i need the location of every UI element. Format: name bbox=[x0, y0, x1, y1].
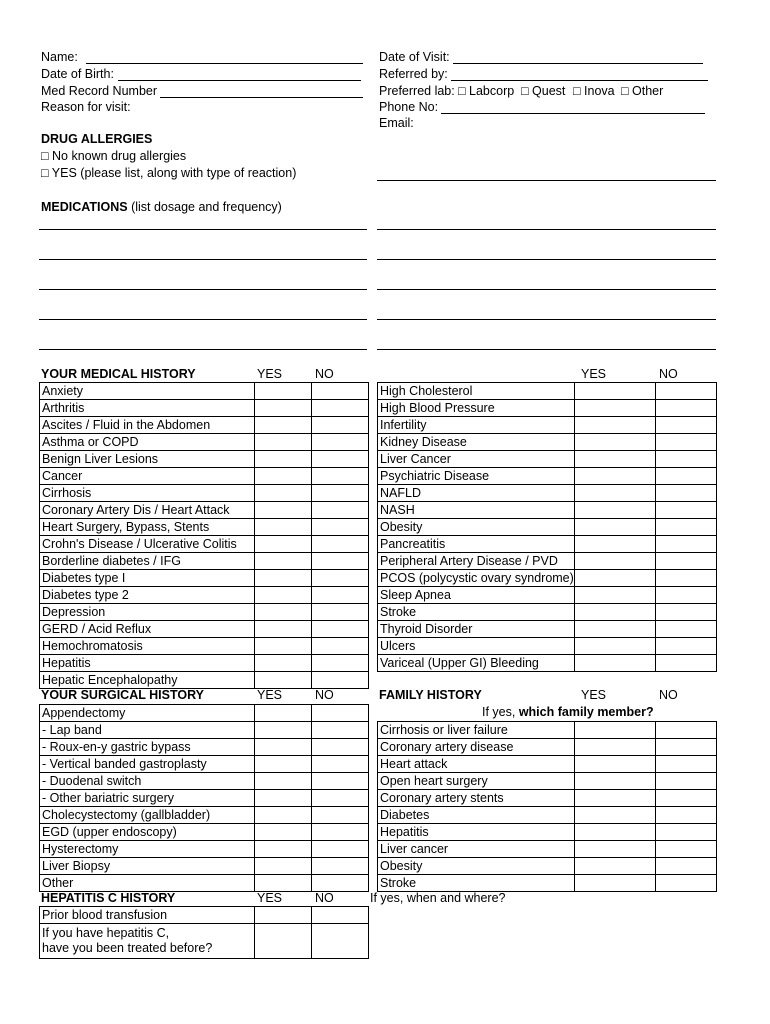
family-history-heading: FAMILY HISTORY bbox=[379, 688, 482, 702]
medical-condition-row-label: Hemochromatosis bbox=[40, 638, 255, 655]
email-label: Email: bbox=[379, 116, 414, 130]
surgical-history-table bbox=[39, 704, 369, 892]
surgery-row bbox=[40, 824, 369, 841]
family-condition-row-label: Hepatitis bbox=[378, 824, 575, 841]
medical-condition-row-label: Coronary Artery Dis / Heart Attack bbox=[40, 502, 255, 519]
medical-condition-row bbox=[378, 536, 717, 553]
yes-allergies-checkbox[interactable]: □ YES (please list, along with type of reaction) bbox=[41, 166, 297, 180]
surgery-row-yes-box[interactable] bbox=[255, 739, 312, 756]
referred-label: Referred by: bbox=[379, 67, 448, 81]
phone-field[interactable] bbox=[441, 113, 705, 114]
lab-option-other[interactable]: □ Other bbox=[621, 84, 664, 98]
medical-condition-row-label: Borderline diabetes / IFG bbox=[40, 553, 255, 570]
medical-condition-row-no-box[interactable] bbox=[656, 468, 717, 485]
medical-condition-row bbox=[40, 417, 369, 434]
medical-condition-row-yes-box[interactable] bbox=[575, 468, 656, 485]
medical-condition-row-no-box[interactable] bbox=[312, 519, 369, 536]
medical-condition-row-no-box[interactable] bbox=[656, 604, 717, 621]
medical-condition-row-no-box[interactable] bbox=[312, 638, 369, 655]
family-condition-row-yes-box[interactable] bbox=[575, 807, 656, 824]
family-condition-row-label: Obesity bbox=[378, 858, 575, 875]
surgery-row-no-box[interactable] bbox=[312, 756, 369, 773]
medical-condition-row-yes-box[interactable] bbox=[575, 553, 656, 570]
medical-condition-row bbox=[378, 638, 717, 655]
family-member-note-plain: If yes, bbox=[482, 705, 519, 719]
surgery-row-yes-box[interactable] bbox=[255, 807, 312, 824]
surgery-row-label: - Duodenal switch bbox=[40, 773, 255, 790]
medical-condition-row bbox=[378, 383, 717, 400]
medical-condition-row-yes-box[interactable] bbox=[575, 536, 656, 553]
family-condition-row-no-box[interactable] bbox=[656, 773, 717, 790]
medical-condition-row-label: Hepatitis bbox=[40, 655, 255, 672]
surgery-row-no-box[interactable] bbox=[312, 841, 369, 858]
medical-condition-row-yes-box[interactable] bbox=[575, 655, 656, 672]
surgery-row bbox=[40, 773, 369, 790]
medical-history-heading: YOUR MEDICAL HISTORY bbox=[41, 367, 196, 381]
treated-label-line1: If you have hepatitis C, bbox=[42, 926, 170, 940]
mrn-label: Med Record Number bbox=[41, 84, 158, 98]
medical-condition-row bbox=[40, 553, 369, 570]
medical-condition-row bbox=[40, 672, 369, 689]
medical-condition-row-yes-box[interactable] bbox=[575, 604, 656, 621]
lab-option-inova[interactable]: □ Inova bbox=[573, 84, 615, 98]
medical-condition-row-yes-box[interactable] bbox=[575, 417, 656, 434]
medical-condition-row-yes-box[interactable] bbox=[255, 621, 312, 638]
surgery-row-yes-box[interactable] bbox=[255, 841, 312, 858]
medical-condition-row bbox=[40, 502, 369, 519]
lab-option-quest[interactable]: □ Quest bbox=[521, 84, 566, 98]
surgery-row-yes-box[interactable] bbox=[255, 756, 312, 773]
visit-date-field[interactable] bbox=[453, 63, 703, 64]
medical-condition-row-label: Arthritis bbox=[40, 400, 255, 417]
lab-label: Preferred lab: bbox=[379, 84, 455, 98]
medical-condition-row-yes-box[interactable] bbox=[255, 672, 312, 689]
medication-line[interactable] bbox=[377, 349, 716, 350]
surgical-history-no-header: NO bbox=[315, 688, 334, 702]
medical-condition-row-label: NASH bbox=[378, 502, 575, 519]
medical-condition-row bbox=[40, 638, 369, 655]
medical-condition-row-label: Kidney Disease bbox=[378, 434, 575, 451]
hepatitis-c-table bbox=[39, 906, 369, 959]
medication-line[interactable] bbox=[39, 349, 367, 350]
medical-condition-row-label: Sleep Apnea bbox=[378, 587, 575, 604]
family-condition-row-no-box[interactable] bbox=[656, 790, 717, 807]
medical-condition-row bbox=[378, 519, 717, 536]
surgery-row-yes-box[interactable] bbox=[255, 705, 312, 722]
referred-field[interactable] bbox=[451, 80, 708, 81]
medical-condition-row-yes-box[interactable] bbox=[575, 570, 656, 587]
medical-condition-row-label: Hepatic Encephalopathy bbox=[40, 672, 255, 689]
medical-condition-row-label: NAFLD bbox=[378, 485, 575, 502]
treated-label-line2: have you been treated before? bbox=[42, 941, 213, 955]
family-condition-row-label: Cirrhosis or liver failure bbox=[378, 722, 575, 739]
family-condition-row bbox=[378, 807, 717, 824]
family-condition-row-label: Coronary artery stents bbox=[378, 790, 575, 807]
medical-condition-row bbox=[40, 468, 369, 485]
medical-condition-row-label: High Blood Pressure bbox=[378, 400, 575, 417]
family-condition-row-yes-box[interactable] bbox=[575, 756, 656, 773]
surgery-row bbox=[40, 705, 369, 722]
medical-condition-row-yes-box[interactable] bbox=[255, 587, 312, 604]
medical-condition-row-label: Liver Cancer bbox=[378, 451, 575, 468]
medical-condition-row-no-box[interactable] bbox=[312, 468, 369, 485]
surgical-history-heading: YOUR SURGICAL HISTORY bbox=[41, 688, 204, 702]
family-condition-row-yes-box[interactable] bbox=[575, 773, 656, 790]
surgery-row-label: - Roux-en-y gastric bypass bbox=[40, 739, 255, 756]
hepatitis-c-yes-header: YES bbox=[257, 891, 283, 905]
name-label: Name: bbox=[41, 50, 78, 64]
family-condition-row-no-box[interactable] bbox=[656, 841, 717, 858]
family-condition-row-label: Coronary artery disease bbox=[378, 739, 575, 756]
medical-condition-row-yes-box[interactable] bbox=[255, 400, 312, 417]
surgery-row bbox=[40, 739, 369, 756]
medical-condition-row bbox=[40, 604, 369, 621]
medical-condition-row-label: Asthma or COPD bbox=[40, 434, 255, 451]
family-condition-row bbox=[378, 841, 717, 858]
family-condition-row-yes-box[interactable] bbox=[575, 790, 656, 807]
medical-condition-row bbox=[40, 434, 369, 451]
surgery-row-no-box[interactable] bbox=[312, 705, 369, 722]
family-condition-row-label: Liver cancer bbox=[378, 841, 575, 858]
medical-condition-row-label: Pancreatitis bbox=[378, 536, 575, 553]
surgery-row bbox=[40, 875, 369, 892]
surgery-row-yes-box[interactable] bbox=[255, 875, 312, 892]
medical-condition-row-yes-box[interactable] bbox=[575, 400, 656, 417]
medical-condition-row-yes-box[interactable] bbox=[255, 417, 312, 434]
family-condition-row-label: Heart attack bbox=[378, 756, 575, 773]
surgery-row bbox=[40, 841, 369, 858]
medications-heading bbox=[41, 200, 282, 215]
medical-condition-row bbox=[378, 502, 717, 519]
medication-line[interactable] bbox=[377, 319, 716, 320]
surgery-row bbox=[40, 807, 369, 824]
medical-condition-row bbox=[378, 553, 717, 570]
medical-condition-row bbox=[378, 570, 717, 587]
family-condition-row bbox=[378, 773, 717, 790]
family-condition-row-label: Diabetes bbox=[378, 807, 575, 824]
surgery-row-yes-box[interactable] bbox=[255, 773, 312, 790]
surgery-row-no-box[interactable] bbox=[312, 875, 369, 892]
allergy-write-line[interactable] bbox=[377, 180, 716, 181]
medical-condition-row-yes-box[interactable] bbox=[255, 655, 312, 672]
family-condition-row bbox=[378, 790, 717, 807]
visit-date-label: Date of Visit: bbox=[379, 50, 450, 64]
when-where-label: If yes, when and where? bbox=[370, 891, 506, 905]
family-condition-row bbox=[378, 858, 717, 875]
medical-condition-row bbox=[40, 621, 369, 638]
medical-condition-row-no-box[interactable] bbox=[312, 553, 369, 570]
family-condition-row-no-box[interactable] bbox=[656, 824, 717, 841]
medical-condition-row bbox=[40, 485, 369, 502]
drug-allergies-heading: DRUG ALLERGIES bbox=[41, 132, 153, 146]
medical-condition-row-label: GERD / Acid Reflux bbox=[40, 621, 255, 638]
medical-condition-row-no-box[interactable] bbox=[312, 672, 369, 689]
medication-line[interactable] bbox=[377, 229, 716, 230]
medical-condition-row-label: Thyroid Disorder bbox=[378, 621, 575, 638]
surgery-row-yes-box[interactable] bbox=[255, 790, 312, 807]
medical-condition-row-yes-box[interactable] bbox=[255, 485, 312, 502]
family-condition-row-yes-box[interactable] bbox=[575, 824, 656, 841]
family-condition-row-no-box[interactable] bbox=[656, 807, 717, 824]
medical-condition-row-yes-box[interactable] bbox=[255, 383, 312, 400]
medical-condition-row-no-box[interactable] bbox=[656, 621, 717, 638]
medical-condition-row-yes-box[interactable] bbox=[255, 536, 312, 553]
medical-condition-row-label: Stroke bbox=[378, 604, 575, 621]
surgery-row-no-box[interactable] bbox=[312, 807, 369, 824]
medical-condition-row-yes-box[interactable] bbox=[255, 468, 312, 485]
medical-condition-row-no-box[interactable] bbox=[656, 383, 717, 400]
medical-condition-row-no-box[interactable] bbox=[312, 383, 369, 400]
hepatitis-c-heading: HEPATITIS C HISTORY bbox=[41, 891, 176, 905]
medical-condition-row-yes-box[interactable] bbox=[255, 502, 312, 519]
medical-condition-row-yes-box[interactable] bbox=[255, 434, 312, 451]
surgery-row-label: EGD (upper endoscopy) bbox=[40, 824, 255, 841]
medication-line[interactable] bbox=[39, 229, 367, 230]
medications-note: (list dosage and frequency) bbox=[131, 200, 282, 214]
medical-condition-row-yes-box[interactable] bbox=[575, 383, 656, 400]
medication-line[interactable] bbox=[377, 289, 716, 290]
medication-line[interactable] bbox=[39, 259, 367, 260]
family-condition-row-yes-box[interactable] bbox=[575, 858, 656, 875]
medical-condition-row-label: Peripheral Artery Disease / PVD bbox=[378, 553, 575, 570]
medical-history-no-header: NO bbox=[315, 367, 334, 381]
dob-field[interactable] bbox=[118, 80, 361, 81]
medical-condition-row bbox=[378, 451, 717, 468]
medical-condition-row-yes-box[interactable] bbox=[255, 638, 312, 655]
family-history-yes-header: YES bbox=[581, 688, 607, 702]
medical-condition-row-yes-box[interactable] bbox=[575, 587, 656, 604]
medical-condition-row bbox=[40, 570, 369, 587]
transfusion-label: Prior blood transfusion bbox=[40, 907, 255, 924]
family-condition-row bbox=[378, 739, 717, 756]
surgery-row-label: Liver Biopsy bbox=[40, 858, 255, 875]
medications-title: MEDICATIONS bbox=[41, 200, 128, 214]
treated-yes-box[interactable] bbox=[255, 924, 312, 959]
medical-condition-row-no-box[interactable] bbox=[312, 400, 369, 417]
medical-condition-row-no-box[interactable] bbox=[312, 451, 369, 468]
family-condition-row-yes-box[interactable] bbox=[575, 739, 656, 756]
medical-condition-row bbox=[378, 485, 717, 502]
family-condition-row-yes-box[interactable] bbox=[575, 875, 656, 892]
phone-label: Phone No: bbox=[379, 100, 439, 114]
medical-condition-row bbox=[40, 536, 369, 553]
family-condition-row bbox=[378, 722, 717, 739]
surgery-row-label: Cholecystectomy (gallbladder) bbox=[40, 807, 255, 824]
surgery-row-no-box[interactable] bbox=[312, 824, 369, 841]
medical-condition-row-yes-box[interactable] bbox=[575, 451, 656, 468]
medical-condition-row-label: Cancer bbox=[40, 468, 255, 485]
medical-condition-row-no-box[interactable] bbox=[656, 570, 717, 587]
medical-condition-row-label: Ulcers bbox=[378, 638, 575, 655]
family-history-table bbox=[377, 721, 717, 892]
reason-label: Reason for visit: bbox=[41, 100, 131, 114]
family-condition-row-no-box[interactable] bbox=[656, 722, 717, 739]
medical-condition-row-yes-box[interactable] bbox=[255, 604, 312, 621]
medication-line[interactable] bbox=[39, 289, 367, 290]
medical-condition-row-no-box[interactable] bbox=[312, 502, 369, 519]
family-condition-row-yes-box[interactable] bbox=[575, 841, 656, 858]
surgery-row-label: Hysterectomy bbox=[40, 841, 255, 858]
family-history-no-header: NO bbox=[659, 688, 678, 702]
medical-condition-row bbox=[378, 621, 717, 638]
family-condition-row-no-box[interactable] bbox=[656, 875, 717, 892]
medication-line[interactable] bbox=[377, 259, 716, 260]
medical-condition-row bbox=[378, 468, 717, 485]
treated-row bbox=[40, 924, 369, 959]
medical-condition-row-label: Diabetes type 2 bbox=[40, 587, 255, 604]
transfusion-yes-box[interactable] bbox=[255, 907, 312, 924]
medical-condition-row-no-box[interactable] bbox=[312, 621, 369, 638]
medical-history-right-no-header: NO bbox=[659, 367, 678, 381]
medical-condition-row-label: PCOS (polycystic ovary syndrome) bbox=[378, 570, 575, 587]
family-condition-row-label: Stroke bbox=[378, 875, 575, 892]
surgery-row-label: Appendectomy bbox=[40, 705, 255, 722]
family-member-note bbox=[482, 705, 654, 720]
family-condition-row-label: Open heart surgery bbox=[378, 773, 575, 790]
dob-label: Date of Birth: bbox=[41, 67, 114, 81]
medical-condition-row-no-box[interactable] bbox=[312, 417, 369, 434]
medical-condition-row bbox=[378, 417, 717, 434]
medical-condition-row-no-box[interactable] bbox=[656, 519, 717, 536]
surgery-row-no-box[interactable] bbox=[312, 858, 369, 875]
medical-history-right-yes-header: YES bbox=[581, 367, 607, 381]
mrn-field[interactable] bbox=[160, 97, 363, 98]
medical-condition-row-label: Anxiety bbox=[40, 383, 255, 400]
medical-condition-row-yes-box[interactable] bbox=[255, 451, 312, 468]
medical-condition-row bbox=[40, 519, 369, 536]
surgery-row-label: - Other bariatric surgery bbox=[40, 790, 255, 807]
medical-condition-row-label: Heart Surgery, Bypass, Stents bbox=[40, 519, 255, 536]
medical-condition-row-label: Ascites / Fluid in the Abdomen bbox=[40, 417, 255, 434]
surgery-row-no-box[interactable] bbox=[312, 722, 369, 739]
medical-condition-row-no-box[interactable] bbox=[656, 638, 717, 655]
medical-condition-row bbox=[378, 655, 717, 672]
surgery-row-label: Other bbox=[40, 875, 255, 892]
medical-condition-row-no-box[interactable] bbox=[656, 451, 717, 468]
name-field[interactable] bbox=[86, 63, 363, 64]
surgery-row-yes-box[interactable] bbox=[255, 858, 312, 875]
medical-condition-row bbox=[40, 587, 369, 604]
treated-label bbox=[40, 924, 255, 959]
family-condition-row bbox=[378, 756, 717, 773]
family-condition-row-yes-box[interactable] bbox=[575, 722, 656, 739]
medical-condition-row-no-box[interactable] bbox=[656, 434, 717, 451]
medical-condition-row-no-box[interactable] bbox=[312, 485, 369, 502]
medical-condition-row-yes-box[interactable] bbox=[575, 485, 656, 502]
medical-condition-row-label: Variceal (Upper GI) Bleeding bbox=[378, 655, 575, 672]
medical-history-left-table bbox=[39, 382, 369, 689]
surgery-row-no-box[interactable] bbox=[312, 790, 369, 807]
surgery-row bbox=[40, 858, 369, 875]
medical-condition-row-no-box[interactable] bbox=[656, 536, 717, 553]
medical-condition-row-label: Psychiatric Disease bbox=[378, 468, 575, 485]
surgery-row-label: - Vertical banded gastroplasty bbox=[40, 756, 255, 773]
medical-condition-row bbox=[40, 451, 369, 468]
surgery-row-yes-box[interactable] bbox=[255, 722, 312, 739]
surgery-row-no-box[interactable] bbox=[312, 773, 369, 790]
medical-condition-row-yes-box[interactable] bbox=[575, 434, 656, 451]
medical-condition-row-yes-box[interactable] bbox=[575, 519, 656, 536]
transfusion-row bbox=[40, 907, 369, 924]
family-condition-row bbox=[378, 875, 717, 892]
medical-condition-row-label: Infertility bbox=[378, 417, 575, 434]
medical-condition-row-no-box[interactable] bbox=[656, 502, 717, 519]
medical-condition-row-no-box[interactable] bbox=[656, 400, 717, 417]
surgical-history-yes-header: YES bbox=[257, 688, 283, 702]
medical-condition-row-yes-box[interactable] bbox=[575, 638, 656, 655]
family-condition-row-no-box[interactable] bbox=[656, 858, 717, 875]
medical-condition-row bbox=[378, 400, 717, 417]
medical-condition-row bbox=[378, 434, 717, 451]
medical-condition-row-no-box[interactable] bbox=[312, 655, 369, 672]
lab-option-labcorp[interactable]: □ Labcorp bbox=[458, 84, 515, 98]
medical-condition-row-no-box[interactable] bbox=[656, 655, 717, 672]
medical-condition-row-no-box[interactable] bbox=[656, 587, 717, 604]
surgery-row-label: - Lap band bbox=[40, 722, 255, 739]
medical-condition-row-yes-box[interactable] bbox=[575, 502, 656, 519]
family-condition-row-no-box[interactable] bbox=[656, 739, 717, 756]
medical-condition-row-label: Cirrhosis bbox=[40, 485, 255, 502]
medical-condition-row-no-box[interactable] bbox=[656, 553, 717, 570]
medical-condition-row-yes-box[interactable] bbox=[255, 570, 312, 587]
medical-condition-row bbox=[378, 604, 717, 621]
family-condition-row bbox=[378, 824, 717, 841]
family-condition-row-no-box[interactable] bbox=[656, 756, 717, 773]
treated-no-box[interactable] bbox=[312, 924, 369, 959]
medical-condition-row-label: Obesity bbox=[378, 519, 575, 536]
medication-line[interactable] bbox=[39, 319, 367, 320]
medical-condition-row-no-box[interactable] bbox=[312, 434, 369, 451]
medical-condition-row-no-box[interactable] bbox=[656, 485, 717, 502]
medical-condition-row-yes-box[interactable] bbox=[255, 553, 312, 570]
surgery-row bbox=[40, 722, 369, 739]
transfusion-no-box[interactable] bbox=[312, 907, 369, 924]
surgery-row bbox=[40, 756, 369, 773]
medical-condition-row-no-box[interactable] bbox=[312, 536, 369, 553]
medical-condition-row-label: Crohn's Disease / Ulcerative Colitis bbox=[40, 536, 255, 553]
medical-condition-row bbox=[378, 587, 717, 604]
medical-condition-row bbox=[40, 655, 369, 672]
medical-condition-row-no-box[interactable] bbox=[312, 570, 369, 587]
medical-history-right-table bbox=[377, 382, 717, 672]
medical-condition-row-yes-box[interactable] bbox=[255, 519, 312, 536]
family-member-note-bold: which family member? bbox=[518, 705, 654, 719]
medical-condition-row-label: Depression bbox=[40, 604, 255, 621]
medical-condition-row-label: Benign Liver Lesions bbox=[40, 451, 255, 468]
surgery-row-no-box[interactable] bbox=[312, 739, 369, 756]
medical-condition-row-label: Diabetes type I bbox=[40, 570, 255, 587]
medical-condition-row-no-box[interactable] bbox=[312, 604, 369, 621]
medical-condition-row bbox=[40, 400, 369, 417]
medical-condition-row-no-box[interactable] bbox=[656, 417, 717, 434]
medical-condition-row-yes-box[interactable] bbox=[575, 621, 656, 638]
no-known-allergies-checkbox[interactable]: □ No known drug allergies bbox=[41, 149, 187, 163]
surgery-row bbox=[40, 790, 369, 807]
medical-condition-row bbox=[40, 383, 369, 400]
medical-condition-row-label: High Cholesterol bbox=[378, 383, 575, 400]
medical-history-yes-header: YES bbox=[257, 367, 283, 381]
medical-condition-row-no-box[interactable] bbox=[312, 587, 369, 604]
surgery-row-yes-box[interactable] bbox=[255, 824, 312, 841]
hepatitis-c-no-header: NO bbox=[315, 891, 334, 905]
